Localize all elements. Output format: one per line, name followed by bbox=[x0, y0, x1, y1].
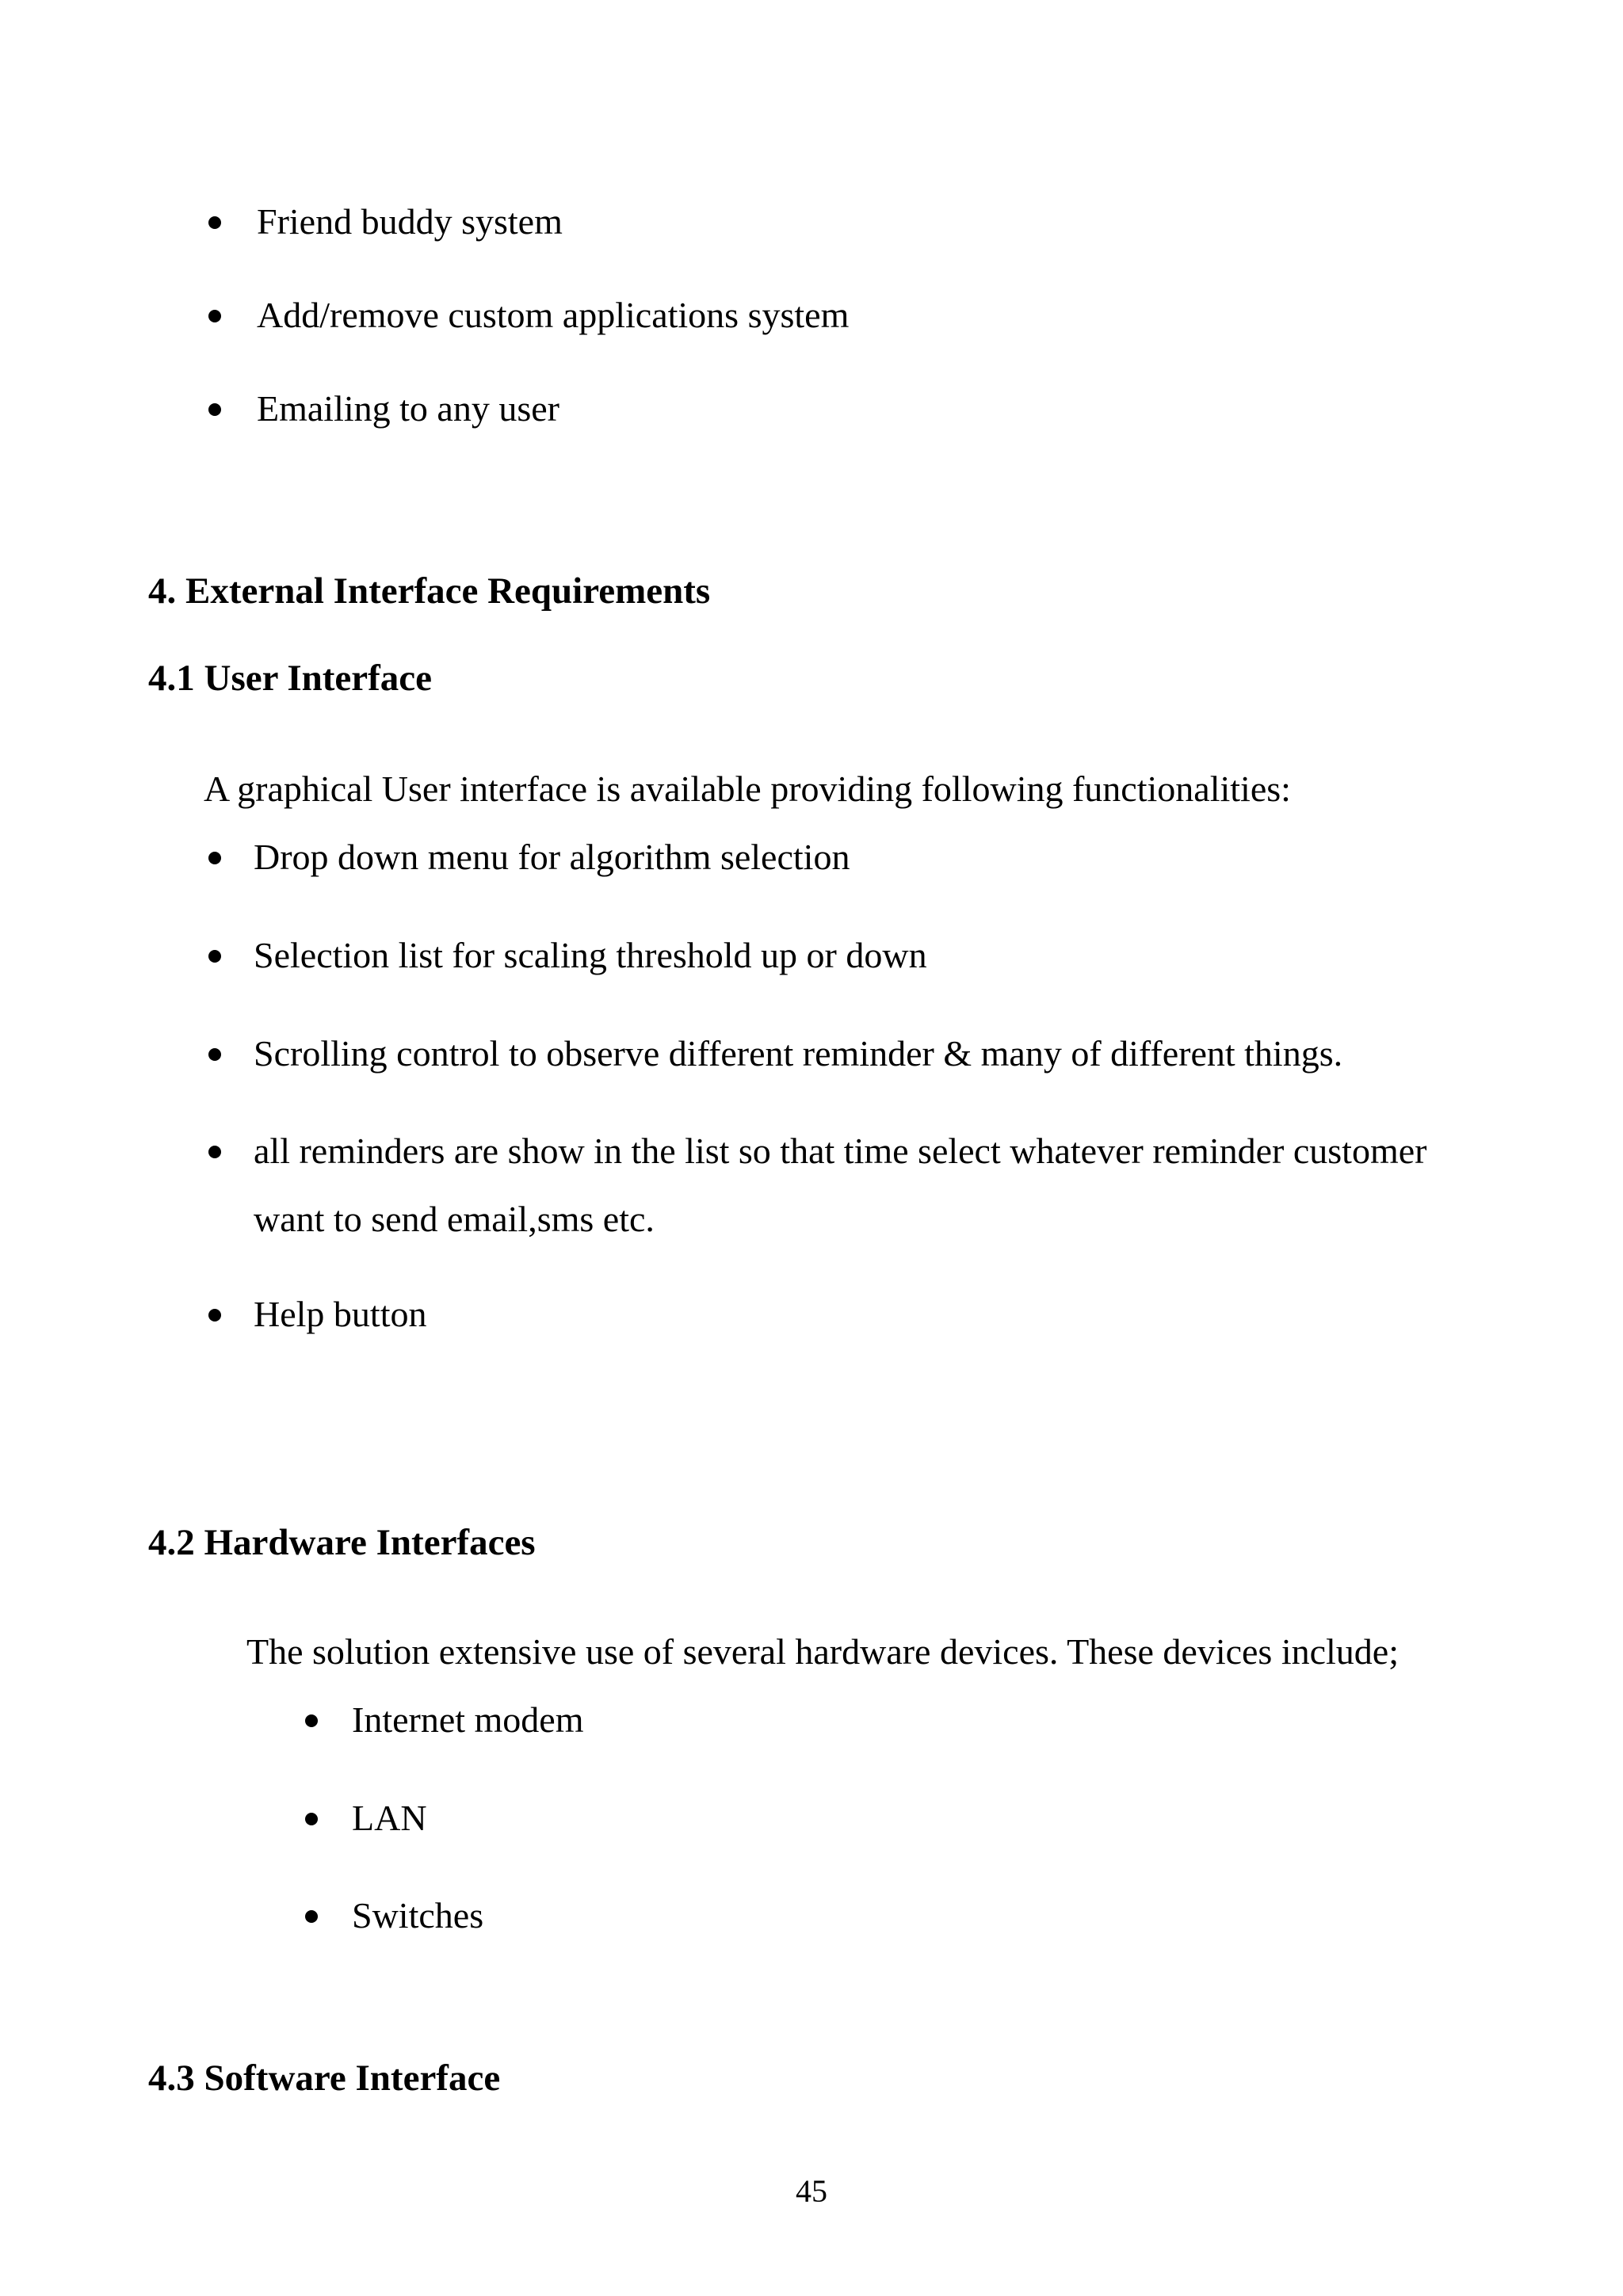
bullet-icon bbox=[208, 1048, 221, 1061]
bullet-icon bbox=[305, 1813, 318, 1825]
bullet-icon bbox=[208, 216, 221, 229]
list-item: Emailing to any user bbox=[257, 388, 559, 429]
subsection-heading: 4.3 Software Interface bbox=[148, 2058, 501, 2099]
list-item: Friend buddy system bbox=[257, 201, 563, 242]
list-item: Help button bbox=[254, 1294, 427, 1334]
bullet-icon bbox=[208, 1146, 221, 1158]
list-item: Add/remove custom applications system bbox=[257, 295, 850, 335]
paragraph: A graphical User interface is available providing following functionalities: bbox=[204, 769, 1291, 809]
bullet-icon bbox=[208, 950, 221, 963]
list-item: Scrolling control to observe different reminder & many of different things. bbox=[254, 1033, 1343, 1074]
bullet-icon bbox=[208, 403, 221, 416]
bullet-icon bbox=[305, 1910, 318, 1923]
subsection-heading: 4.1 User Interface bbox=[148, 658, 433, 699]
bullet-icon bbox=[208, 852, 221, 864]
section-heading: 4. External Interface Requirements bbox=[148, 570, 711, 612]
list-item: Drop down menu for algorithm selection bbox=[254, 837, 850, 877]
list-item: LAN bbox=[352, 1798, 427, 1838]
page-number: 45 bbox=[796, 2173, 827, 2209]
list-item-continuation: want to send email,sms etc. bbox=[254, 1199, 655, 1239]
list-item: all reminders are show in the list so that time select whatever reminder customer bbox=[254, 1131, 1427, 1171]
bullet-icon bbox=[305, 1714, 318, 1727]
paragraph: The solution extensive use of several hardware devices. These devices include; bbox=[246, 1631, 1400, 1672]
bullet-icon bbox=[208, 1309, 221, 1322]
subsection-heading: 4.2 Hardware Interfaces bbox=[148, 1522, 536, 1563]
list-item: Switches bbox=[352, 1895, 484, 1936]
list-item: Selection list for scaling threshold up or down bbox=[254, 935, 927, 975]
bullet-icon bbox=[208, 310, 221, 322]
list-item: Internet modem bbox=[352, 1699, 584, 1740]
